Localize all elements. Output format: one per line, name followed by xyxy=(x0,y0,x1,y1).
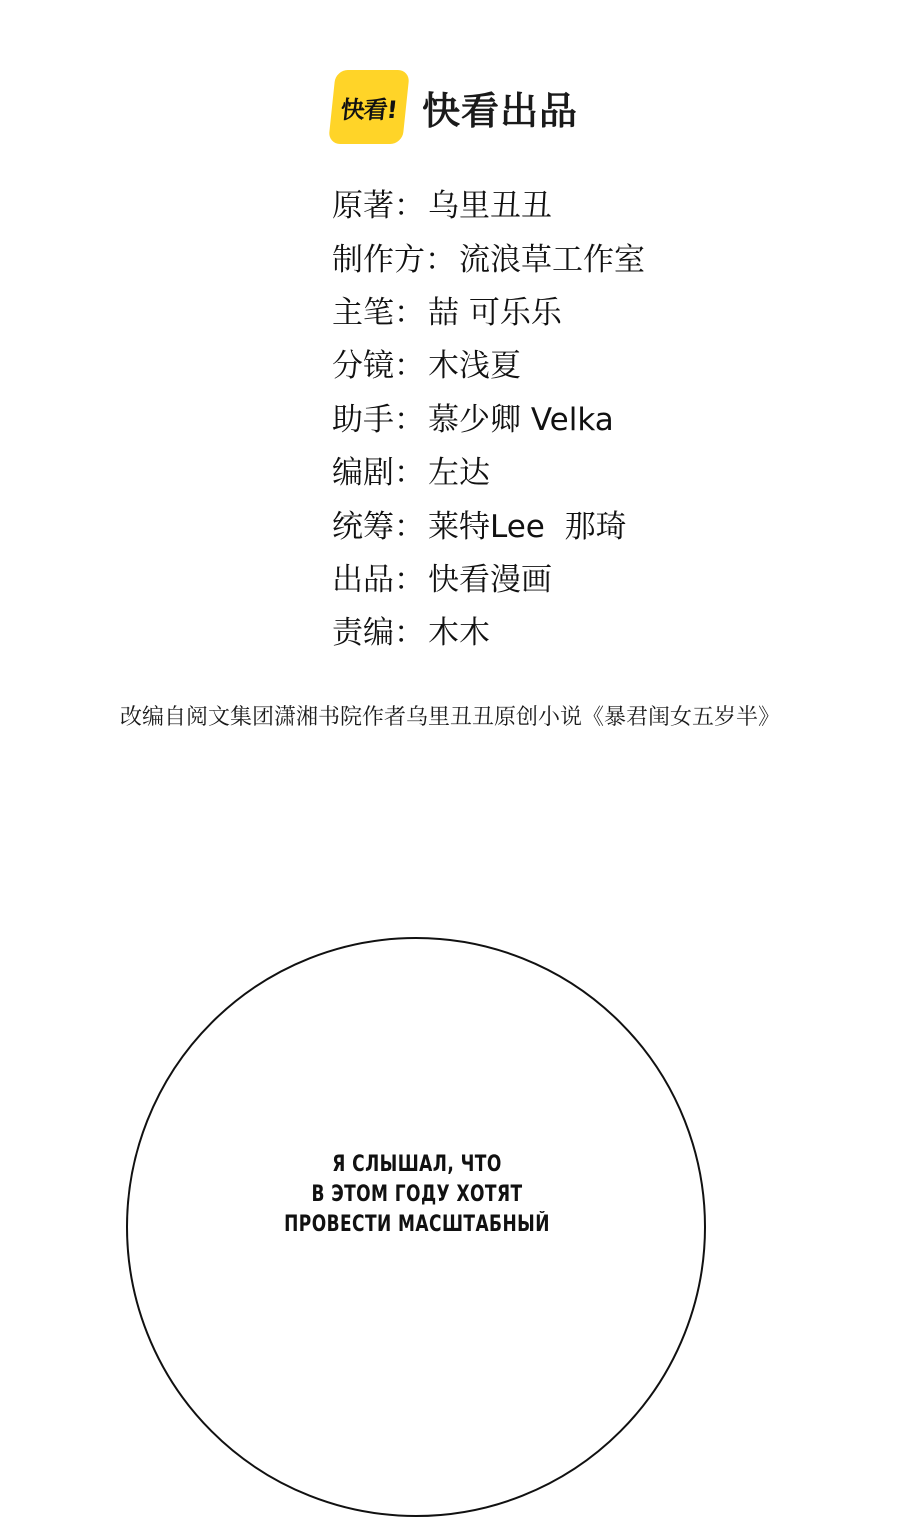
credit-row-storyboard xyxy=(332,336,645,389)
credit-role: 统筹 xyxy=(332,508,394,545)
brand-title: 快看出品 xyxy=(422,88,579,133)
credit-role: 助手 xyxy=(332,401,394,438)
credit-name: 快看漫画 xyxy=(428,561,552,598)
credit-name: 木浅夏 xyxy=(428,348,521,385)
speech-line: В ЭТОМ ГОДУ ХОТЯТ xyxy=(311,1182,523,1207)
credit-name: 乌里丑丑 xyxy=(428,188,552,225)
credit-role: 制作方 xyxy=(332,241,425,278)
credit-row-assistant xyxy=(332,390,645,443)
speech-bubble-text xyxy=(0,1150,834,1240)
credit-name: 莱特Lee 那琦 xyxy=(428,508,627,545)
credit-role: 编剧 xyxy=(332,455,394,492)
credit-row-coordinator xyxy=(332,496,645,549)
speech-line: Я СЛЫШАЛ, ЧТО xyxy=(332,1152,502,1177)
credit-row-producer xyxy=(332,229,645,282)
credit-separator: ： xyxy=(394,401,425,438)
credit-role: 分镜 xyxy=(332,348,394,385)
credit-name: 流浪草工作室 xyxy=(459,241,645,278)
credit-name: 慕少卿 Velka xyxy=(428,401,614,438)
credit-separator: ： xyxy=(425,241,456,278)
credit-name: 喆 可乐乐 xyxy=(428,294,562,331)
adaptation-note: 改编自阅文集团潇湘书院作者乌里丑丑原创小说《暴君闺女五岁半》 xyxy=(119,705,780,730)
credit-role: 责编 xyxy=(332,615,394,652)
credits-list xyxy=(332,176,645,657)
credit-name: 木木 xyxy=(428,615,490,652)
publisher-logo xyxy=(332,70,578,144)
credit-role: 主笔 xyxy=(332,294,394,331)
credit-separator: ： xyxy=(394,561,425,598)
credit-separator: ： xyxy=(394,294,425,331)
credit-separator: ： xyxy=(394,455,425,492)
credit-separator: ： xyxy=(394,348,425,385)
credit-row-editor xyxy=(332,603,645,656)
credit-row-publisher xyxy=(332,550,645,603)
credit-name: 左达 xyxy=(428,455,490,492)
credit-separator: ： xyxy=(394,188,425,225)
credit-separator: ： xyxy=(394,508,425,545)
kuaikan-logo-badge: 快看! xyxy=(328,70,410,144)
credit-row-original-author xyxy=(332,176,645,229)
credit-role: 出品 xyxy=(332,561,394,598)
credit-role: 原著 xyxy=(332,188,394,225)
credit-row-lead-artist xyxy=(332,283,645,336)
credit-row-screenwriter xyxy=(332,443,645,496)
credit-separator: ： xyxy=(394,615,425,652)
speech-line: ПРОВЕСТИ МАСШТАБНЫЙ xyxy=(284,1212,550,1237)
